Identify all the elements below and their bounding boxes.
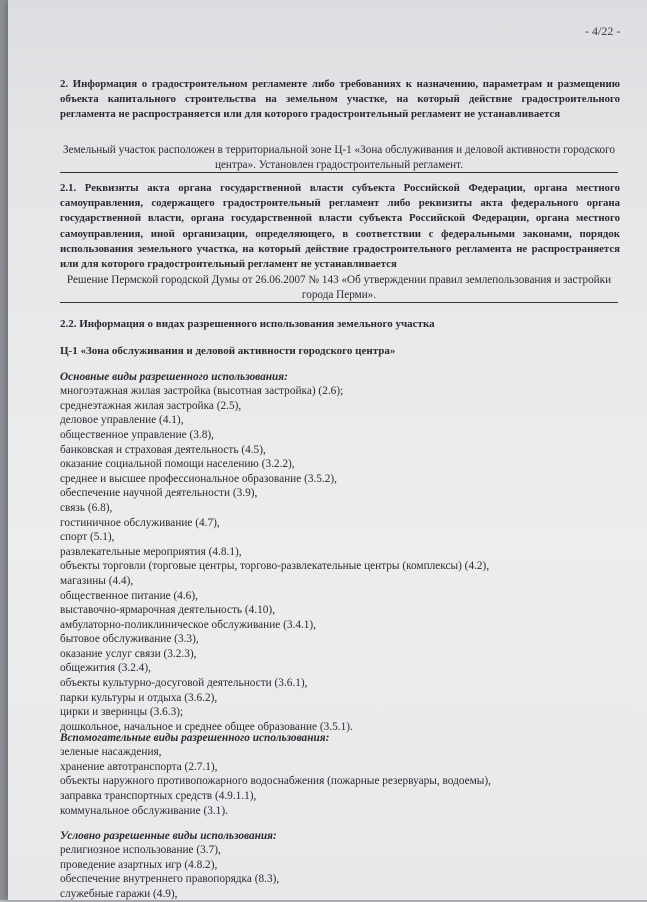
section-2-heading: 2. Информация о градостроительном регламенте либо требованиях к назначению, параметрам и размещению объекта капитального строительства на земельном участке, на который действие градостроительного регламента не распространяется или для которого градостроительный регламент не устанавливается (60, 78, 620, 121)
section-2-1-heading: 2.1. Реквизиты акта органа государственной власти субъекта Российской Федерации, органа местного самоуправления, содержащего градостроительный регламент либо реквизиты акта федерального органа государственной власти, органа государственной власти субъекта Российской Федерации, органа местного самоуправления, иной организации, определяющего, в соответствии с федеральными законами, порядок использования земельного участка, на который действие градостроительного регламента не распространяется или для которого градостроительный регламент не устанавливается (60, 182, 620, 271)
section-2-1-content (60, 273, 618, 303)
section-2-content-text: Земельный участок расположен в территориальной зоне Ц-1 «Зона обслуживания и деловой активности городского центра». Установлен градостроительный регламент. (63, 144, 615, 171)
auxiliary-uses-header: Вспомогательные виды разрешенного использования: (60, 732, 330, 744)
list-item: хранение автотранспорта (2.7.1), (60, 760, 218, 773)
list-item: обеспечение научной деятельности (3.9), (60, 487, 258, 500)
list-item: цирки и зверинцы (3.6.3); (60, 706, 184, 719)
section-2-1-content-text: Решение Пермской городской Думы от 26.06.2007 № 143 «Об утверждении правил землепользования и застройки города Перми». (66, 274, 612, 301)
list-item: общежития (3.2.4), (60, 662, 151, 675)
list-item: оказание услуг связи (3.2.3), (60, 647, 197, 660)
list-item: коммунальное обслуживание (3.1). (60, 804, 228, 817)
list-item: выставочно-ярмарочная деятельность (4.10), (60, 604, 276, 617)
list-item: оказание социальной помощи населению (3.2.2), (60, 458, 295, 471)
list-item: дошкольное, начальное и среднее общее образование (3.5.1). (60, 720, 353, 733)
list-item: проведение азартных игр (4.8.2), (60, 858, 218, 871)
list-item: общественное управление (3.8), (60, 428, 214, 441)
list-item: объекты наружного противопожарного водоснабжения (пожарные резервуары, водоемы), (60, 775, 491, 788)
list-item: деловое управление (4.1), (60, 414, 184, 427)
conditional-uses-header: Условно разрешенные виды использования: (60, 830, 277, 842)
list-item: парки культуры и отдыха (3.6.2), (60, 691, 218, 704)
section-2-content (60, 143, 618, 173)
list-item: зеленые насаждения, (60, 746, 162, 759)
list-item: служебные гаражи (4.9), (60, 887, 178, 900)
auxiliary-uses-block (60, 731, 620, 818)
list-item: амбулаторно-поликлиническое обслуживание (3.4.1), (60, 618, 317, 631)
list-item: среднеэтажная жилая застройка (2.5), (60, 399, 242, 412)
list-item: объекты торговли (торговые центры, торгово-развлекательные центры (комплексы) (4.2), (60, 560, 490, 573)
list-item: связь (6.8), (60, 501, 113, 514)
auxiliary-uses-list (60, 745, 620, 818)
section-2-heading-block (60, 77, 620, 123)
page-number: - 4/22 - (585, 24, 621, 38)
list-item: среднее и высшее профессиональное образование (3.5.2), (60, 472, 338, 485)
main-uses-list (60, 384, 620, 734)
list-item: бытовое обслуживание (3.3), (60, 633, 199, 646)
conditional-uses-list (60, 843, 620, 901)
list-item: религиозное использование (3.7), (60, 844, 221, 857)
section-2-1-heading-block (60, 181, 620, 272)
document-page (8, 0, 647, 900)
list-item: спорт (5.1), (60, 531, 115, 544)
main-uses-header: Основные виды разрешенного использования: (60, 371, 288, 383)
list-item: многоэтажная жилая застройка (высотная застройка) (2.6); (60, 385, 344, 398)
zone-title: Ц-1 «Зона обслуживания и деловой активности городского центра» (60, 345, 396, 357)
section-2-2-heading: 2.2. Информация о видах разрешенного использования земельного участка (60, 318, 435, 330)
main-uses-block (60, 370, 620, 734)
list-item: общественное питание (4.6), (60, 589, 198, 602)
list-item: магазины (4.4), (60, 574, 134, 587)
list-item: развлекательные мероприятия (4.8.1), (60, 545, 242, 558)
list-item: гостиничное обслуживание (4.7), (60, 516, 220, 529)
list-item: заправка транспортных средств (4.9.1.1), (60, 789, 257, 802)
list-item: банковская и страховая деятельность (4.5), (60, 443, 266, 456)
list-item: обеспечение внутреннего правопорядка (8.3), (60, 873, 280, 886)
list-item: объекты культурно-досуговой деятельности (3.6.1), (60, 677, 308, 690)
conditional-uses-block (60, 829, 620, 902)
